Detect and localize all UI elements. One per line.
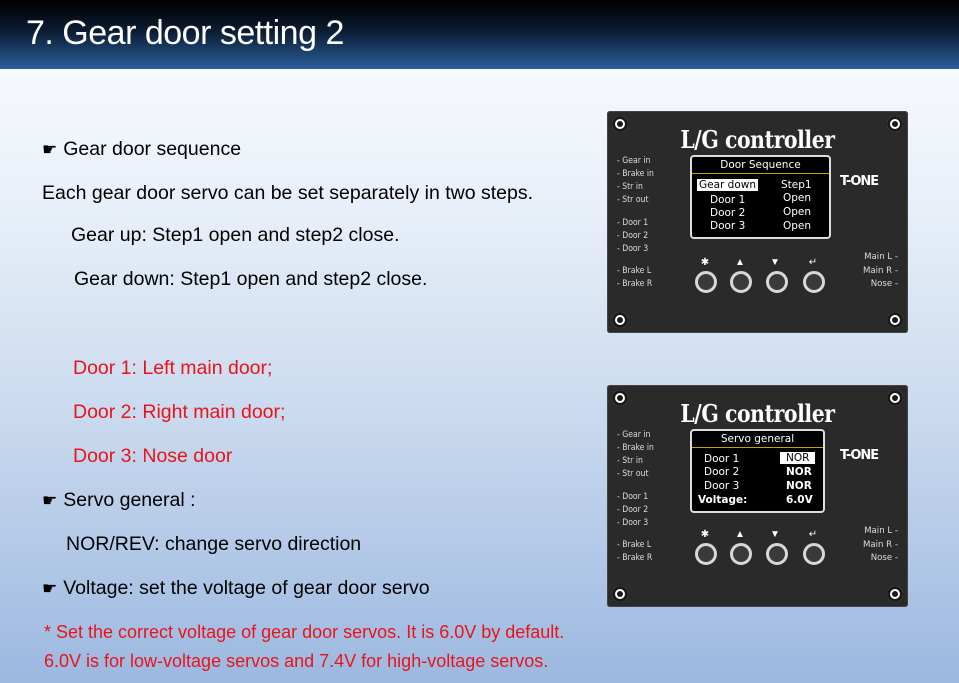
- t-one-logo: T-ONE: [840, 448, 879, 463]
- lcd-screen: [690, 429, 825, 513]
- input-labels: [617, 155, 654, 207]
- lg-controller-panel-2: [607, 385, 908, 607]
- label-brake-l: - Brake L: [617, 540, 652, 550]
- label-main-l: Main L -: [864, 526, 898, 536]
- output-labels: [863, 251, 898, 292]
- label-brake-in: - Brake in: [617, 443, 654, 453]
- label-str-out: - Str out: [617, 469, 649, 479]
- up-button[interactable]: [730, 543, 752, 565]
- screen-row-right: NOR: [786, 466, 812, 478]
- screen-row-right: 6.0V: [786, 494, 813, 506]
- t-one-logo: T-ONE: [840, 174, 879, 189]
- screen-row-right: Step1: [781, 179, 812, 191]
- up-arrow-icon: ▲: [735, 257, 745, 268]
- screen-row-left: Door 3: [704, 480, 740, 492]
- output-labels: [863, 525, 898, 566]
- screen-row-left: Door 1: [704, 453, 740, 465]
- bullet-text: Gear door sequence: [63, 138, 242, 160]
- label-main-r: Main R -: [862, 539, 898, 550]
- label-door-1: - Door 1: [617, 492, 649, 502]
- screen-title: Servo general: [692, 431, 823, 448]
- setting-button[interactable]: [695, 271, 717, 293]
- label-brake-l: - Brake L: [617, 266, 652, 276]
- mount-hole-icon: [887, 312, 903, 328]
- label-gear-in: - Gear in: [617, 156, 651, 166]
- text-each-servo: Each gear door servo can be set separately in two steps.: [42, 182, 534, 204]
- down-arrow-icon: ▼: [770, 257, 780, 268]
- enter-icon: ↵: [808, 257, 818, 268]
- screen-row-right: Open: [783, 206, 812, 218]
- screen-row-right: NOR: [786, 480, 812, 492]
- mount-hole-icon: [612, 312, 628, 328]
- label-str-in: - Str in: [617, 182, 643, 192]
- label-gear-in: - Gear in: [617, 430, 651, 440]
- bullet-text: Voltage: set the voltage of gear door servo: [63, 577, 430, 599]
- text-gear-up: Gear up: Step1 open and step2 close.: [71, 224, 400, 246]
- up-button[interactable]: [730, 271, 752, 293]
- door-labels: [617, 491, 648, 530]
- screen-row-left: Door 2: [710, 207, 746, 219]
- mount-hole-icon: [612, 586, 628, 602]
- lg-controller-panel-1: [607, 111, 908, 333]
- header-bar: [0, 0, 959, 69]
- screen-row-left: Door 3: [710, 220, 746, 232]
- screen-title: Door Sequence: [692, 157, 829, 174]
- screen-row-left: [697, 179, 758, 191]
- up-arrow-icon: ▲: [735, 529, 745, 540]
- label-door-3: - Door 3: [617, 244, 649, 254]
- enter-button[interactable]: [803, 543, 825, 565]
- text-nor-rev: NOR/REV: change servo direction: [66, 533, 362, 555]
- label-nose: Nose -: [870, 553, 898, 563]
- screen-row-right: Open: [783, 192, 812, 204]
- enter-icon: ↵: [808, 529, 818, 540]
- input-labels: [617, 429, 654, 481]
- gear-icon: ✱: [700, 529, 710, 540]
- pointing-hand-icon: ☛: [42, 491, 58, 510]
- lcd-screen: [690, 155, 831, 239]
- label-main-l: Main L -: [864, 252, 898, 262]
- screen-row-left: Door 1: [710, 194, 746, 206]
- label-brake-r: - Brake R: [617, 279, 653, 289]
- label-str-in: - Str in: [617, 456, 643, 466]
- brake-labels: [617, 539, 652, 565]
- gear-icon: ✱: [700, 257, 710, 268]
- pointing-hand-icon: ☛: [42, 140, 58, 159]
- mount-hole-icon: [612, 116, 628, 132]
- screen-row-left: Door 2: [704, 466, 740, 478]
- label-brake-in: - Brake in: [617, 169, 654, 179]
- label-door-2: - Door 2: [617, 505, 649, 515]
- mount-hole-icon: [887, 586, 903, 602]
- mount-hole-icon: [612, 390, 628, 406]
- page-title: 7. Gear door setting 2: [26, 14, 344, 52]
- screen-row-right: Open: [783, 220, 812, 232]
- label-door-1: - Door 1: [617, 218, 649, 228]
- door-labels: [617, 217, 648, 256]
- screen-row-right: [780, 452, 815, 464]
- label-brake-r: - Brake R: [617, 553, 653, 563]
- device-title: L/G controller: [680, 125, 835, 154]
- text-door-2: Door 2: Right main door;: [73, 401, 286, 423]
- setting-button[interactable]: [695, 543, 717, 565]
- bullet-text: Servo general :: [63, 489, 196, 511]
- text-door-1: Door 1: Left main door;: [73, 357, 273, 379]
- text-gear-down: Gear down: Step1 open and step2 close.: [74, 268, 428, 290]
- label-door-2: - Door 2: [617, 231, 649, 241]
- mount-hole-icon: [887, 116, 903, 132]
- note-voltage-types: 6.0V is for low-voltage servos and 7.4V for high-voltage servos.: [44, 651, 549, 671]
- bullet-voltage: [42, 577, 430, 600]
- label-nose: Nose -: [870, 279, 898, 289]
- bullet-servo-general: [42, 489, 196, 512]
- down-arrow-icon: ▼: [770, 529, 780, 540]
- enter-button[interactable]: [803, 271, 825, 293]
- mount-hole-icon: [887, 390, 903, 406]
- label-main-r: Main R -: [862, 265, 898, 276]
- label-door-3: - Door 3: [617, 518, 649, 528]
- down-button[interactable]: [766, 543, 788, 565]
- device-title: L/G controller: [680, 399, 835, 428]
- selected-item: Gear down: [699, 179, 757, 191]
- brake-labels: [617, 265, 652, 291]
- bullet-gear-door-sequence: [42, 138, 241, 161]
- selected-item: NOR: [780, 452, 815, 464]
- down-button[interactable]: [766, 271, 788, 293]
- note-default-voltage: * Set the correct voltage of gear door servos. It is 6.0V by default.: [44, 622, 565, 642]
- label-str-out: - Str out: [617, 195, 649, 205]
- pointing-hand-icon: ☛: [42, 579, 58, 598]
- screen-row-left: Voltage:: [698, 494, 748, 506]
- text-door-3: Door 3: Nose door: [73, 445, 233, 467]
